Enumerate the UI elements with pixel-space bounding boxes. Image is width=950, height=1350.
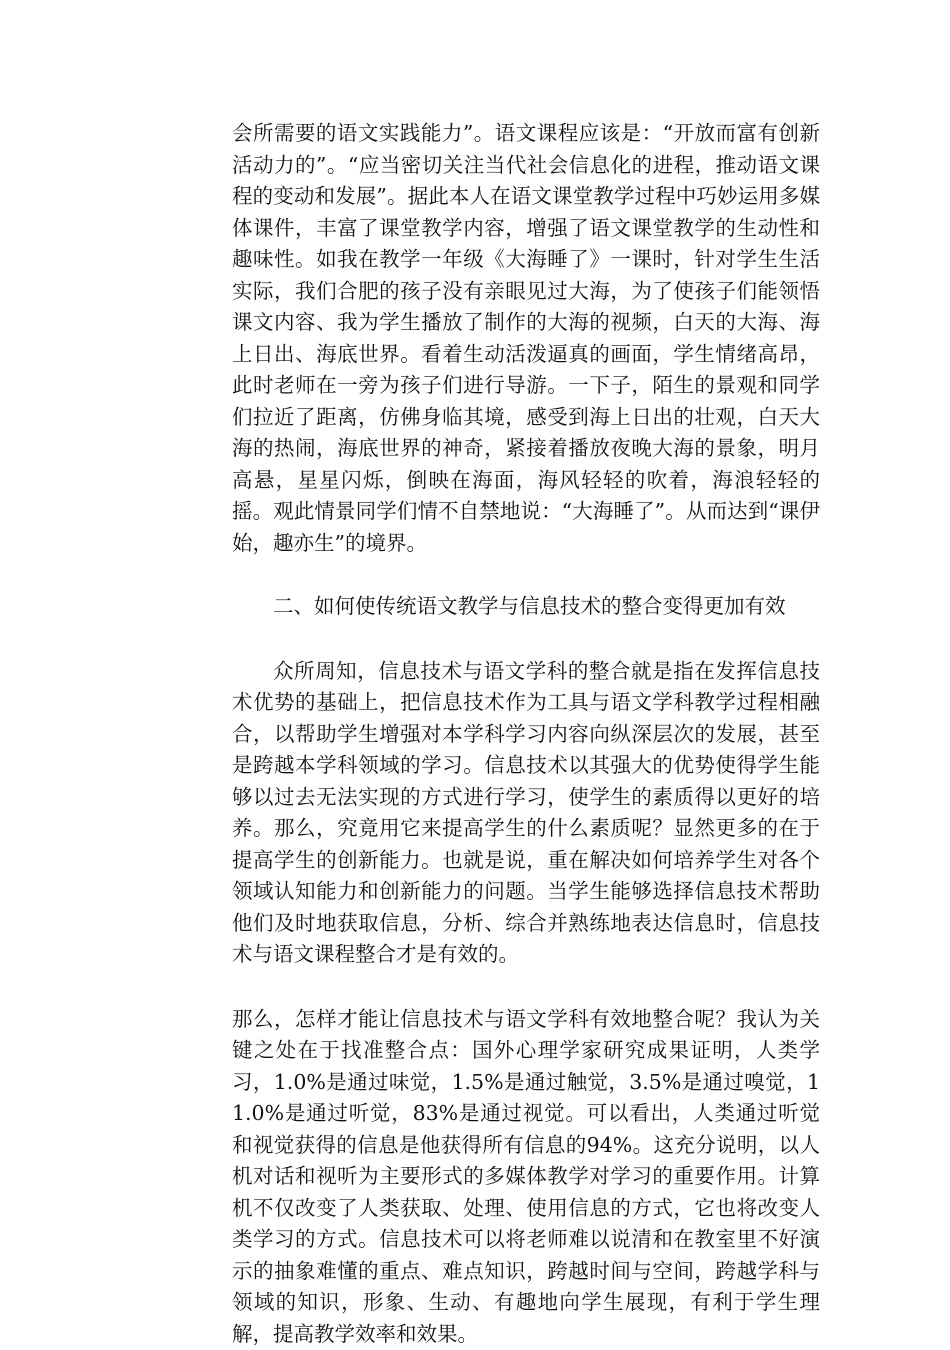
paragraph-continued: 会所需要的语文实践能力”。语文课程应该是：“开放而富有创新活动力的”。“应当密切关注当代社会信息化的进程，推动语文课程的变动和发展”。据此本人在语文课堂教学过程中巧妙运用多媒体课件，丰富了课堂教学内容，增强了语文课堂教学的生动性和趣味性。如我在教学一年级《大海睡了》一课时，针对学生生活实际，我们合肥的孩子没有亲眼见过大海，为了使孩子们能领悟课文内容、我为学生播放了制作的大海的视频，白天的大海、海上日出、海底世界。看着生动活泼逼真的画面，学生情绪高昂，此时老师在一旁为孩子们进行导游。一下子，陌生的景观和同学们拉近了距离，仿佛身临其境，感受到海上日出的壮观，白天大海的热闹，海底世界的神奇，紧接着播放夜晚大海的景象，明月高悬，星星闪烁，倒映在海面，海风轻轻的吹着，海浪轻轻的摇。观此情景同学们情不自禁地说：“大海睡了”。从而达到“课伊始，趣亦生”的境界。 — [232, 118, 820, 559]
paragraph-integration-point: 那么，怎样才能让信息技术与语文学科有效地整合呢？我认为关键之处在于找准整合点：国外心理学家研究成果证明，人类学习，1.0%是通过味觉，1.5%是通过触觉，3.5%是通过嗅觉，11.0%是通过听觉，83%是通过视觉。可以看出，人类通过听觉和视觉获得的信息是他获得所有信息的94%。这充分说明，以人机对话和视听为主要形式的多媒体教学对学习的重要作用。计算机不仅改变了人类获取、处理、使用信息的方式，它也将改变人类学习的方式。信息技术可以将老师难以说清和在教室里不好演示的抽象难懂的重点、难点知识，跨越时间与空间，跨越学科与领域的知识，形象、生动、有趣地向学生展现，有利于学生理解，提高教学效率和效果。 — [232, 1004, 820, 1350]
section-heading: 二、如何使传统语文教学与信息技术的整合变得更加有效 — [232, 591, 820, 623]
document-page — [232, 118, 820, 1350]
paragraph-integration-definition: 众所周知，信息技术与语文学科的整合就是指在发挥信息技术优势的基础上，把信息技术作为工具与语文学科教学过程相融合，以帮助学生增强对本学科学习内容向纵深层次的发展，甚至是跨越本学科领域的学习。信息技术以其强大的优势使得学生能够以过去无法实现的方式进行学习，使学生的素质得以更好的培养。那么，究竟用它来提高学生的什么素质呢？显然更多的在于提高学生的创新能力。也就是说，重在解决如何培养学生对各个领域认知能力和创新能力的问题。当学生能够选择信息技术帮助他们及时地获取信息，分析、综合并熟练地表达信息时，信息技术与语文课程整合才是有效的。 — [232, 656, 820, 971]
